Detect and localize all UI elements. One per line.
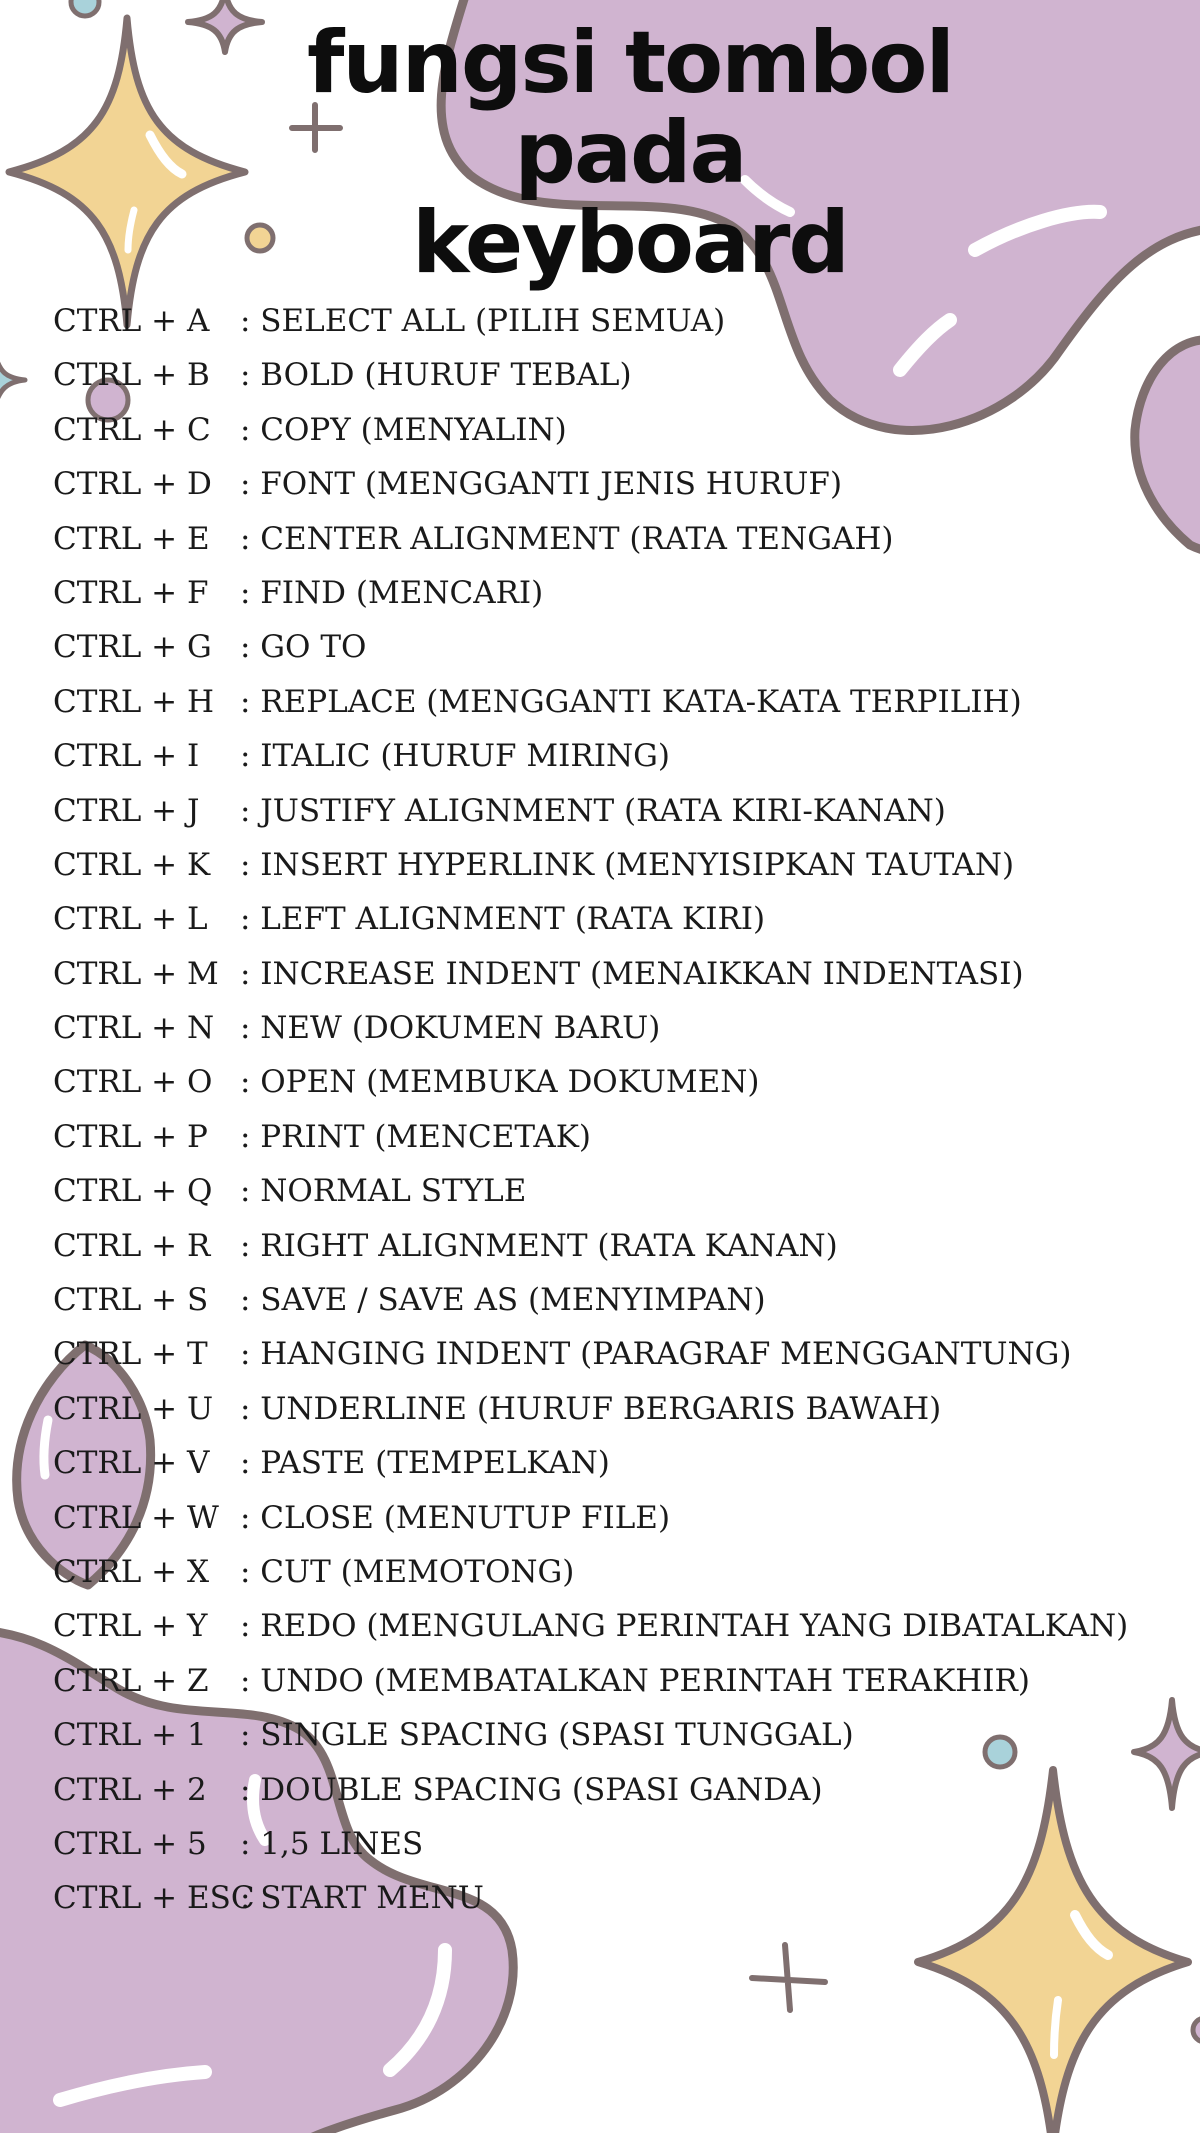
shortcut-description: : COPY (MENYALIN) bbox=[240, 411, 567, 448]
shortcut-description: : BOLD (HURUF TEBAL) bbox=[240, 357, 632, 394]
shortcut-key: CTRL + K bbox=[53, 846, 211, 883]
shortcut-description: : DOUBLE SPACING (SPASI GANDA) bbox=[240, 1771, 823, 1808]
shortcut-key: CTRL + S bbox=[53, 1282, 209, 1319]
shortcut-key: CTRL + U bbox=[53, 1390, 214, 1427]
shortcut-row bbox=[53, 294, 1173, 348]
shortcut-row bbox=[53, 348, 1173, 402]
shortcut-key: CTRL + C bbox=[53, 411, 211, 448]
shortcut-key: CTRL + P bbox=[53, 1118, 208, 1155]
shortcut-description: : PASTE (TEMPELKAN) bbox=[240, 1445, 610, 1482]
shortcut-description: : OPEN (MEMBUKA DOKUMEN) bbox=[240, 1064, 760, 1101]
shortcut-key: CTRL + V bbox=[53, 1445, 210, 1482]
plus-mark bbox=[752, 1945, 825, 2010]
page-title bbox=[200, 13, 1060, 293]
shortcut-description: : FIND (MENCARI) bbox=[240, 574, 544, 611]
shortcut-key: CTRL + O bbox=[53, 1064, 213, 1101]
shortcut-key: CTRL + T bbox=[53, 1336, 208, 1373]
shortcut-row bbox=[53, 403, 1173, 457]
shortcut-row bbox=[53, 1817, 1173, 1871]
shortcut-key: CTRL + 5 bbox=[53, 1825, 207, 1862]
shortcut-key: CTRL + F bbox=[53, 574, 209, 611]
shortcut-description: : FONT (MENGGANTI JENIS HURUF) bbox=[240, 466, 843, 503]
shortcut-description: : CUT (MEMOTONG) bbox=[240, 1553, 575, 1590]
shortcut-row bbox=[53, 1164, 1173, 1218]
shortcut-key: CTRL + E bbox=[53, 520, 210, 557]
shortcut-key: CTRL + I bbox=[53, 738, 200, 775]
shortcut-key: CTRL + 2 bbox=[53, 1771, 207, 1808]
shortcut-description: : PRINT (MENCETAK) bbox=[240, 1118, 591, 1155]
shortcut-row bbox=[53, 1219, 1173, 1273]
shortcut-description: : REPLACE (MENGGANTI KATA-KATA TERPILIH) bbox=[240, 683, 1022, 720]
shortcut-row bbox=[53, 1055, 1173, 1109]
title-line-2: keyboard bbox=[412, 193, 848, 293]
shortcut-list bbox=[53, 294, 1173, 1926]
shortcut-row bbox=[53, 1273, 1173, 1327]
dot bbox=[71, 0, 99, 16]
shortcut-row bbox=[53, 1708, 1173, 1762]
shortcut-description: : NORMAL STYLE bbox=[240, 1173, 527, 1210]
shortcut-description: : SAVE / SAVE AS (MENYIMPAN) bbox=[240, 1282, 766, 1319]
shortcut-description: : HANGING INDENT (PARAGRAF MENGGANTUNG) bbox=[240, 1336, 1072, 1373]
shortcut-row bbox=[53, 1001, 1173, 1055]
shortcut-key: CTRL + J bbox=[53, 792, 200, 829]
shortcut-row bbox=[53, 1545, 1173, 1599]
shortcut-key: CTRL + H bbox=[53, 683, 215, 720]
shortcut-key: CTRL + ESC bbox=[53, 1880, 255, 1917]
shortcut-description: : NEW (DOKUMEN BARU) bbox=[240, 1010, 661, 1047]
title-line-1: fungsi tombol pada bbox=[307, 13, 953, 203]
shortcut-row bbox=[53, 1763, 1173, 1817]
shortcut-description: : RIGHT ALIGNMENT (RATA KANAN) bbox=[240, 1227, 838, 1264]
star-highlight bbox=[1054, 2000, 1058, 2055]
shortcut-row bbox=[53, 1599, 1173, 1653]
shortcut-row bbox=[53, 892, 1173, 946]
shortcut-row bbox=[53, 620, 1173, 674]
shortcut-key: CTRL + A bbox=[53, 303, 210, 339]
shortcut-row bbox=[53, 1382, 1173, 1436]
left-edge-sparkle bbox=[0, 355, 25, 405]
shortcut-key: CTRL + G bbox=[53, 629, 212, 666]
shortcut-description: : CLOSE (MENUTUP FILE) bbox=[240, 1499, 671, 1536]
shortcut-row bbox=[53, 1491, 1173, 1545]
shortcut-description: : CENTER ALIGNMENT (RATA TENGAH) bbox=[240, 520, 894, 557]
shortcut-row bbox=[53, 457, 1173, 511]
shortcut-row bbox=[53, 729, 1173, 783]
shortcut-row bbox=[53, 566, 1173, 620]
shortcut-row bbox=[53, 512, 1173, 566]
shortcut-description: : LEFT ALIGNMENT (RATA KIRI) bbox=[240, 901, 766, 938]
shortcut-description: : GO TO bbox=[240, 629, 367, 666]
shortcut-key: CTRL + Y bbox=[53, 1608, 208, 1645]
shortcut-key: CTRL + Q bbox=[53, 1173, 213, 1210]
shortcut-description: : REDO (MENGULANG PERINTAH YANG DIBATALKAN) bbox=[240, 1608, 1129, 1645]
teardrop-highlight bbox=[44, 1420, 48, 1475]
shortcut-description: : START MENU bbox=[240, 1880, 484, 1917]
shortcut-row bbox=[53, 947, 1173, 1001]
shortcut-description: : INCREASE INDENT (MENAIKKAN INDENTASI) bbox=[240, 955, 1024, 992]
shortcut-row bbox=[53, 838, 1173, 892]
shortcut-key: CTRL + M bbox=[53, 955, 219, 992]
shortcut-key: CTRL + D bbox=[53, 466, 212, 503]
shortcut-description: : SELECT ALL (PILIH SEMUA) bbox=[240, 303, 726, 339]
shortcut-row bbox=[53, 1327, 1173, 1381]
shortcut-row bbox=[53, 1654, 1173, 1708]
shortcut-row bbox=[53, 1436, 1173, 1490]
shortcut-description: : ITALIC (HURUF MIRING) bbox=[240, 738, 670, 775]
shortcut-description: : UNDERLINE (HURUF BERGARIS BAWAH) bbox=[240, 1390, 942, 1427]
shortcut-row bbox=[53, 1110, 1173, 1164]
shortcut-row bbox=[53, 784, 1173, 838]
shortcut-key: CTRL + X bbox=[53, 1553, 210, 1590]
shortcut-key: CTRL + R bbox=[53, 1227, 211, 1264]
shortcut-key: CTRL + W bbox=[53, 1499, 219, 1536]
shortcut-key: CTRL + N bbox=[53, 1010, 215, 1047]
shortcut-key: CTRL + L bbox=[53, 901, 208, 938]
shortcut-row bbox=[53, 1871, 1173, 1925]
dot bbox=[1193, 2018, 1200, 2042]
shortcut-description: : 1,5 LINES bbox=[240, 1825, 424, 1862]
shortcut-key: CTRL + 1 bbox=[53, 1717, 207, 1754]
shortcut-description: : INSERT HYPERLINK (MENYISIPKAN TAUTAN) bbox=[240, 846, 1015, 883]
shortcut-description: : SINGLE SPACING (SPASI TUNGGAL) bbox=[240, 1717, 854, 1754]
shortcut-description: : UNDO (MEMBATALKAN PERINTAH TERAKHIR) bbox=[240, 1662, 1030, 1699]
shortcut-key: CTRL + B bbox=[53, 357, 210, 394]
shortcut-description: : JUSTIFY ALIGNMENT (RATA KIRI-KANAN) bbox=[240, 792, 946, 829]
shortcut-row bbox=[53, 675, 1173, 729]
shortcut-key: CTRL + Z bbox=[53, 1662, 209, 1699]
